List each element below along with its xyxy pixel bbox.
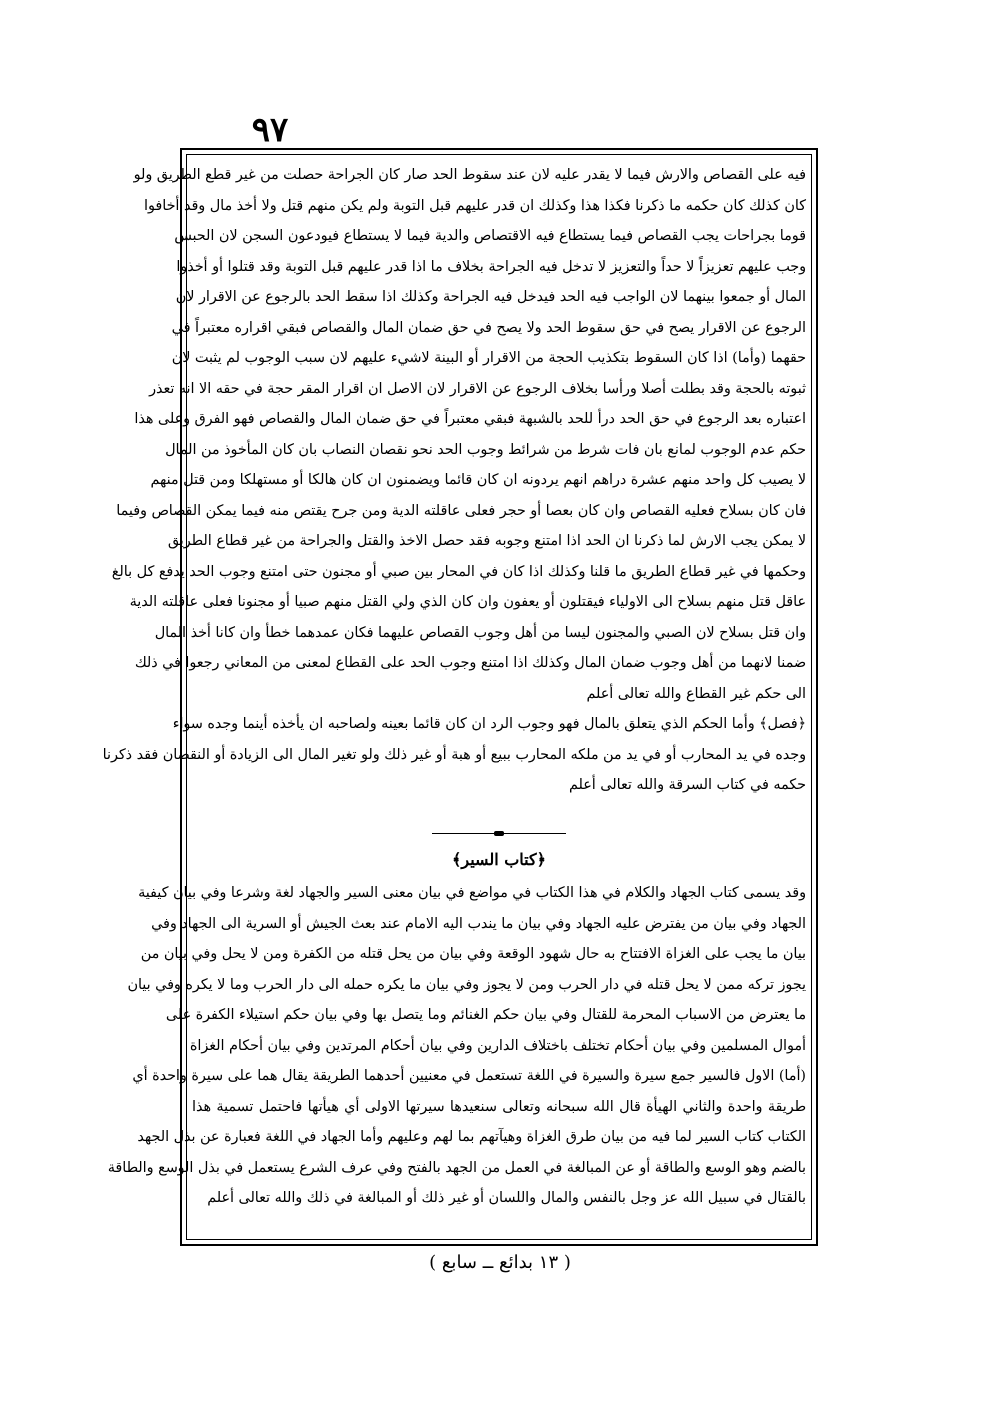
text-line: بالقتال في سبيل الله عز وجل بالنفس والمال واللسان أو غير ذلك أو المبالغة في ذلك والله تعالى أعلم [207,1190,806,1206]
text-line: حكمه في كتاب السرقة والله تعالى أعلم [569,777,806,793]
text-line: فان كان بسلاح فعليه القصاص وان كان بعصا أو حجر فعلى عاقلته الدية ومن جرح يقتص منه فيما يمكن القصاص وفيما [116,502,806,519]
text-line: الرجوع عن الاقرار يصح في حق سقوط الحد ولا يصح في حق ضمان المال والقصاص فبقي اقراره معتبراً في [171,319,806,336]
section-divider [432,831,566,837]
text-line: ما يعترض من الاسباب المحرمة للقتال وفي بيان حكم الغنائم وما يتصل بها وفي بيان حكم استيلاء الكفرة على [165,1007,806,1023]
text-line: أموال المسلمين وفي بيان أحكام تختلف باختلاف الدارين وفي بيان أحكام المرتدين وفي بيان أحكام الغزاة [189,1037,806,1054]
text-line: عاقل قتل منهم بسلاح الى الاولياء فيقتلون أو يعفون وان كان الذي ولي القتل منهم صبيا أو مجنونا فعلى عاقلته الدية [129,594,806,610]
text-line: الجهاد وفي بيان من يفترض عليه الجهاد وفي بيان ما يندب اليه الامام عند بعث الجيش أو السرية الى الجهاد وفي [151,915,806,932]
text-line: حقهما (وأما) اذا كان السقوط بتكذيب الحجة من الاقرار أو البينة لاشيء عليهم لان سبب الوجوب لم يثبت لان [171,350,806,366]
footer-signature: ( ١٣ بدائع ــ سابع ) [429,1252,571,1273]
text-line: (أما) الاول فالسير جمع سيرة والسيرة في اللغة تستعمل في معنيين أحدهما الطريقة يقال هما على سيرة واحدة أي [132,1068,806,1084]
text-line: لا يمكن يجب الارش لما ذكرنا ان الحد اذا امتنع وجوبه فقد حصل الاخذ والقتل والجراحة من غير قطاع الطريق [167,533,806,549]
page-number: ٩٧ [251,110,289,150]
text-line: ﴿فصل﴾ وأما الحكم الذي يتعلق بالمال فهو وجوب الرد ان كان قائما بعينه ولصاحبه ان يأخذه أينما وجده سواء [172,716,806,732]
text-line: ثبوته بالحجة وقد بطلت أصلا ورأسا بخلاف الرجوع عن الاقرار لان الاصل ان اقرار المقر حجة في حقه الا انه تعذر [149,380,806,397]
text-line: وقد يسمى كتاب الجهاد والكلام في هذا الكتاب في مواضع في بيان معنى السير والجهاد لغة وشرعا وفي بيان كيفية [138,885,806,901]
text-line: وان قتل بسلاح لان الصبي والمجنون ليسا من أهل وجوب القصاص عليهما فكان عمدهما خطأ وان كانا أخذ المال [154,624,806,641]
chapter-heading: ﴿كتاب السير﴾ [452,850,546,869]
text-line: وجب عليهم تعزيزاً لا حداً والتعزيز لا تدخل فيه الجراحة بخلاف ما اذا قدر عليهم قبل التوبة وقد قتلوا أو أخذوا [176,258,806,275]
text-line: يجوز تركه ممن لا يحل قتله في دار الحرب ومن لا يجوز وفي بيان ما يكره حمله الى دار الحرب وما لا يكره وفي بيان [127,976,806,993]
text-line: وحكمها في غير قطاع الطريق ما قلنا وكذلك اذا كان في المحار بين صبي أو مجنون حتى امتنع وجوب الحد يدفع كل بالغ [111,563,806,580]
text-column [102,160,806,1236]
text-line: فيه على القصاص والارش فيما لا يقدر عليه لان عند سقوط الحد صار كان الجراحة حصلت من غير قطع الطريق ولو [133,167,806,183]
text-line: طريقة واحدة والثاني الهيأة قال الله سبحانه وتعالى سنعيدها سيرتها الاولى أي هيأتها فاحتمل تسمية هذا [192,1098,806,1115]
text-line: حكم عدم الوجوب لمانع بان فات شرط من شرائط وجوب الحد نحو نقصان النصاب بان كان المأخوذ من المال [165,441,806,458]
text-line: المال أو جمعوا بينهما لان الواجب فيه الحد فيدخل فيه الجراحة وكذلك اذا سقط الحد بالرجوع عن الاقرار لان [175,289,806,305]
text-line: لا يصيب كل واحد منهم عشرة دراهم انهم يردونه ان كان قائما ويضمنون ان كان هالكا أو مستهلكا ومن قتل منهم [150,472,806,488]
text-line: الكتاب كتاب السير لما فيه من بيان طرق الغزاة وهيآتهم بما لهم وعليهم وأما الجهاد في اللغة فعبارة عن بذل الجهد [137,1129,806,1145]
text-line: بالضم وهو الوسع والطاقة أو عن المبالغة في العمل من الجهد بالفتح وفي عرف الشرع يستعمل في بذل الوسع والطاقة [107,1159,806,1176]
text-line: كان كذلك كان حكمه ما ذكرنا فكذا هذا وكذلك ان قدر عليهم قبل التوبة ولم يكن منهم قتل ولا أخذ مال وقد أخافوا [144,197,806,214]
text-line: وجده في يد المحارب أو في يد من ملكه المحارب ببيع أو هبة أو غير ذلك ولو تغير المال الى الزيادة أو النقصان فقد ذكرنا [102,746,806,763]
text-line: بيان ما يجب على الغزاة الافتتاح به حال شهود الوقعة وفي بيان من يحل قتله من الكفرة ومن لا يحل وفي بيان من [140,946,806,962]
text-line: الى حكم غير القطاع والله تعالى أعلم [586,685,806,702]
text-line: ضمنا لانهما من أهل وجوب ضمان المال وكذلك اذا امتنع وجوب الحد على القطاع لمعنى من المعاني رجعوا في ذلك [134,655,806,671]
text-line: اعتباره بعد الرجوع في حق الحد درأ للحد بالشبهة فبقي معتبراً في حق ضمان المال والقصاص فهو الفرق وعلى هذا [134,411,806,427]
text-line: قوما بجراحات يجب القصاص فيما يستطاع فيه الاقتصاص والدية فيما لا يستطاع فيودعون السجن لان الحبس [174,228,806,244]
